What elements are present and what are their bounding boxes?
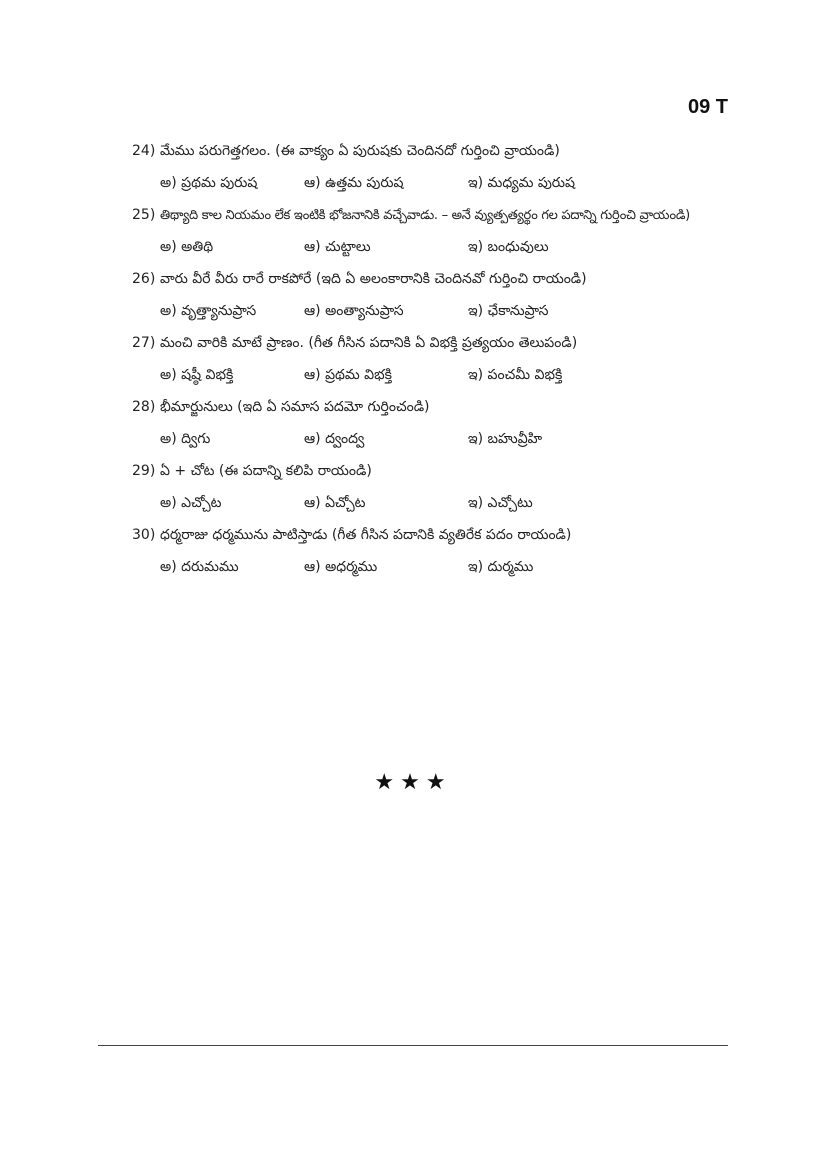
option-c: ఇ) దుర్మము [468, 559, 534, 575]
options-30 [132, 556, 752, 588]
options-24 [132, 172, 752, 204]
question-number: 25) [132, 207, 156, 223]
option-c: ఇ) ఎచ్చోటు [468, 495, 533, 511]
question-number: 30) [132, 527, 156, 543]
question-number: 24) [132, 143, 156, 159]
question-text: వారు వీరే వీరు రారే రాకపోరే (ఇది ఏ అలంకారానికి చెందినవో గుర్తించి రాయండి) [160, 271, 587, 287]
question-30 [132, 524, 752, 556]
option-b: ఆ) ఉత్తమ పురుష [304, 175, 404, 191]
option-a: అ) షష్ఠీ విభక్తి [160, 367, 234, 383]
option-a: అ) అతిథి [160, 239, 214, 255]
footer-rule [98, 1045, 728, 1046]
question-25 [132, 204, 752, 236]
option-b: ఆ) ద్వంద్వ [304, 431, 365, 447]
question-number: 27) [132, 335, 156, 351]
option-c: ఇ) బంధువులు [468, 239, 549, 255]
question-text: ధర్మరాజు ధర్మమును పాటిస్తాడు (గీత గీసిన పదానికి వ్యతిరేక పదం రాయండి) [160, 527, 572, 543]
options-25 [132, 236, 752, 268]
question-29 [132, 460, 752, 492]
option-b: ఆ) అంత్యానుప్రాస [304, 303, 404, 319]
question-number: 28) [132, 399, 156, 415]
option-c: ఇ) ఛేకానుప్రాస [468, 303, 549, 319]
question-text: ఏ + చోట (ఈ పదాన్ని కలిపి రాయండి) [160, 463, 372, 479]
option-a: అ) ఎచ్చోట [160, 495, 222, 511]
option-a: అ) దరుమము [160, 559, 239, 575]
option-a: అ) వృత్త్యానుప్రాస [160, 303, 257, 319]
question-text: మంచి వారికి మాటే ప్రాణం. (గీత గీసిన పదానికి ఏ విభక్తి ప్రత్యయం తెలుపండి) [160, 335, 578, 351]
options-29 [132, 492, 752, 524]
question-24 [132, 140, 752, 172]
page-code: 09 T [687, 96, 728, 118]
question-28 [132, 396, 752, 428]
option-b: ఆ) అధర్మము [304, 559, 378, 575]
option-a: అ) ద్విగు [160, 431, 211, 447]
end-stars: ★★★ [374, 770, 452, 795]
option-b: ఆ) ఏచ్చోట [304, 495, 366, 511]
option-c: ఇ) బహువ్రీహి [468, 431, 543, 447]
options-27 [132, 364, 752, 396]
question-number: 26) [132, 271, 156, 287]
question-number: 29) [132, 463, 156, 479]
question-27 [132, 332, 752, 364]
options-26 [132, 300, 752, 332]
question-text: భీమార్జునులు (ఇది ఏ సమాస పదమో గుర్తించండి) [160, 399, 430, 415]
question-text: తిథ్యాది కాల నియమం లేక ఇంటికి భోజనానికి వచ్చేవాడు. – అనే వ్యుత్పత్యర్థం గల పదాన్ని గుర్తించి వ్రాయండి) [160, 208, 690, 223]
question-26 [132, 268, 752, 300]
option-b: ఆ) ప్రథమ విభక్తి [304, 367, 392, 383]
option-c: ఇ) పంచమీ విభక్తి [468, 367, 563, 383]
option-c: ఇ) మధ్యమ పురుష [468, 175, 575, 191]
option-a: అ) ప్రథమ పురుష [160, 175, 258, 191]
option-b: ఆ) చుట్టాలు [304, 239, 371, 255]
options-28 [132, 428, 752, 460]
question-text: మేము పరుగెత్తగలం. (ఈ వాక్యం ఏ పురుషకు చెందినదో గుర్తించి వ్రాయండి) [160, 143, 560, 159]
question-list [132, 140, 752, 588]
